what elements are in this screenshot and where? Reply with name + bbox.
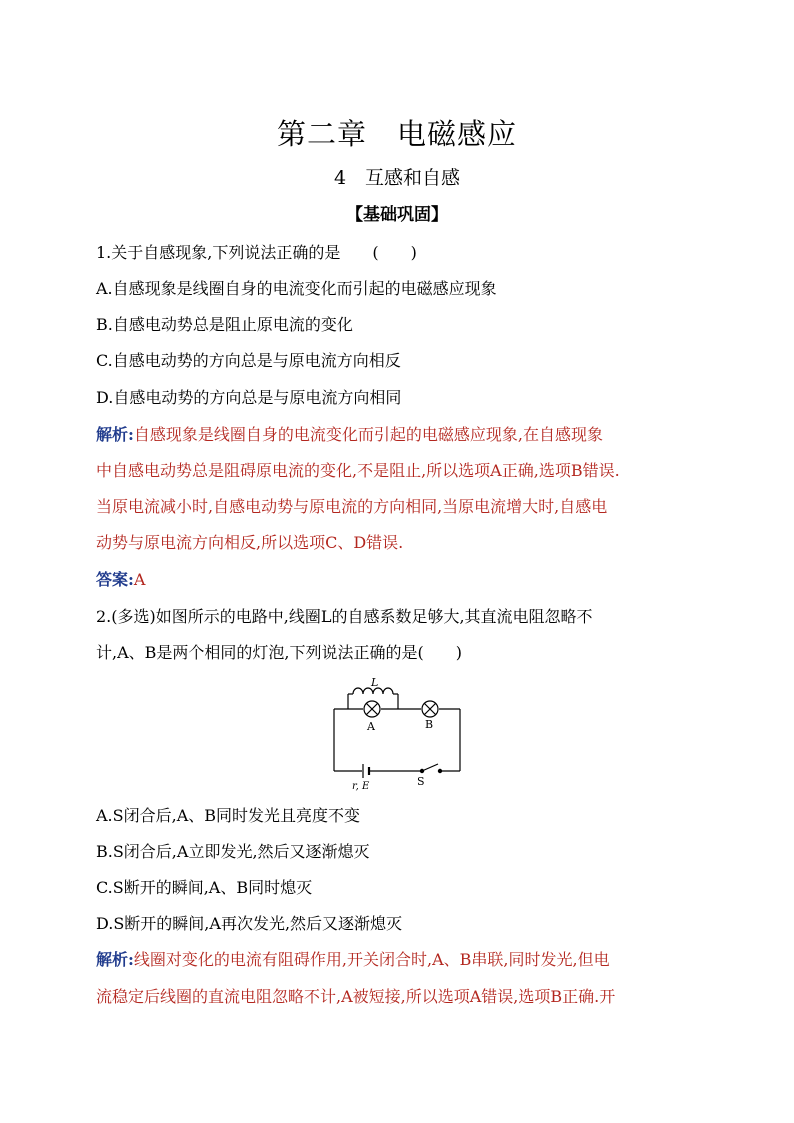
label-s: S <box>417 775 425 788</box>
q1-option-d: D.自感电动势的方向总是与原电流方向相同 <box>96 388 402 407</box>
q2-analysis-text-1: 线圈对变化的电流有阻碍作用,开关闭合时,A、B串联,同时发光,但电 <box>133 950 610 969</box>
q1-answer-value: A <box>133 570 146 589</box>
label-l: L <box>371 676 379 689</box>
q1-analysis-line-3: 当原电流减小时,自感电动势与原电流的方向相同,当原电流增大时,自感电 <box>96 497 608 516</box>
q1-analysis-line-1 <box>96 422 710 448</box>
q1-answer-label: 答案: <box>96 570 134 589</box>
label-re: r, E <box>352 781 370 792</box>
q1-option-b: B.自感电动势总是阻止原电流的变化 <box>96 315 353 334</box>
q2-stem-line-2: 计,A、B是两个相同的灯泡,下列说法正确的是( ) <box>96 643 462 662</box>
q1-option-c: C.自感电动势的方向总是与原电流方向相反 <box>96 351 401 370</box>
section-heading: 【基础巩固】 <box>346 205 448 225</box>
q1-analysis-line-2: 中自感电动势总是阻碍原电流的变化,不是阻止,所以选项A正确,选项B错误. <box>96 461 620 480</box>
lesson-title: 4 互感和自感 <box>333 167 461 189</box>
q2-stem-line-1: 2.(多选)如图所示的电路中,线圈L的自感系数足够大,其直流电阻忽略不 <box>96 607 593 626</box>
label-a: A <box>367 720 375 733</box>
q2-analysis-line-2: 流稳定后线圈的直流电阻忽略不计,A被短接,所以选项A错误,选项B正确.开 <box>96 987 616 1006</box>
chapter-title: 第二章 电磁感应 <box>276 117 517 151</box>
q1-option-a: A.自感现象是线圈自身的电流变化而引起的电磁感应现象 <box>96 279 497 298</box>
q2-option-b: B.S闭合后,A立即发光,然后又逐渐熄灭 <box>96 842 370 861</box>
switch-blade <box>422 764 438 771</box>
q2-analysis-label: 解析: <box>96 950 134 969</box>
q1-analysis-label: 解析: <box>96 425 134 444</box>
circuit-diagram <box>326 672 466 794</box>
q1-analysis-line-4: 动势与原电流方向相反,所以选项C、D错误. <box>96 533 404 552</box>
q1-stem: 1.关于自感现象,下列说法正确的是 ( ) <box>96 243 417 262</box>
q2-option-c: C.S断开的瞬间,A、B同时熄灭 <box>96 878 313 897</box>
q2-option-d: D.S断开的瞬间,A再次发光,然后又逐渐熄灭 <box>96 914 403 933</box>
label-b: B <box>425 718 434 731</box>
q2-analysis-line-1 <box>96 947 710 973</box>
q1-answer <box>96 567 710 593</box>
q2-option-a: A.S闭合后,A、B同时发光且亮度不变 <box>96 806 361 825</box>
q1-analysis-text-1: 自感现象是线圈自身的电流变化而引起的电磁感应现象,在自感现象 <box>133 425 604 444</box>
